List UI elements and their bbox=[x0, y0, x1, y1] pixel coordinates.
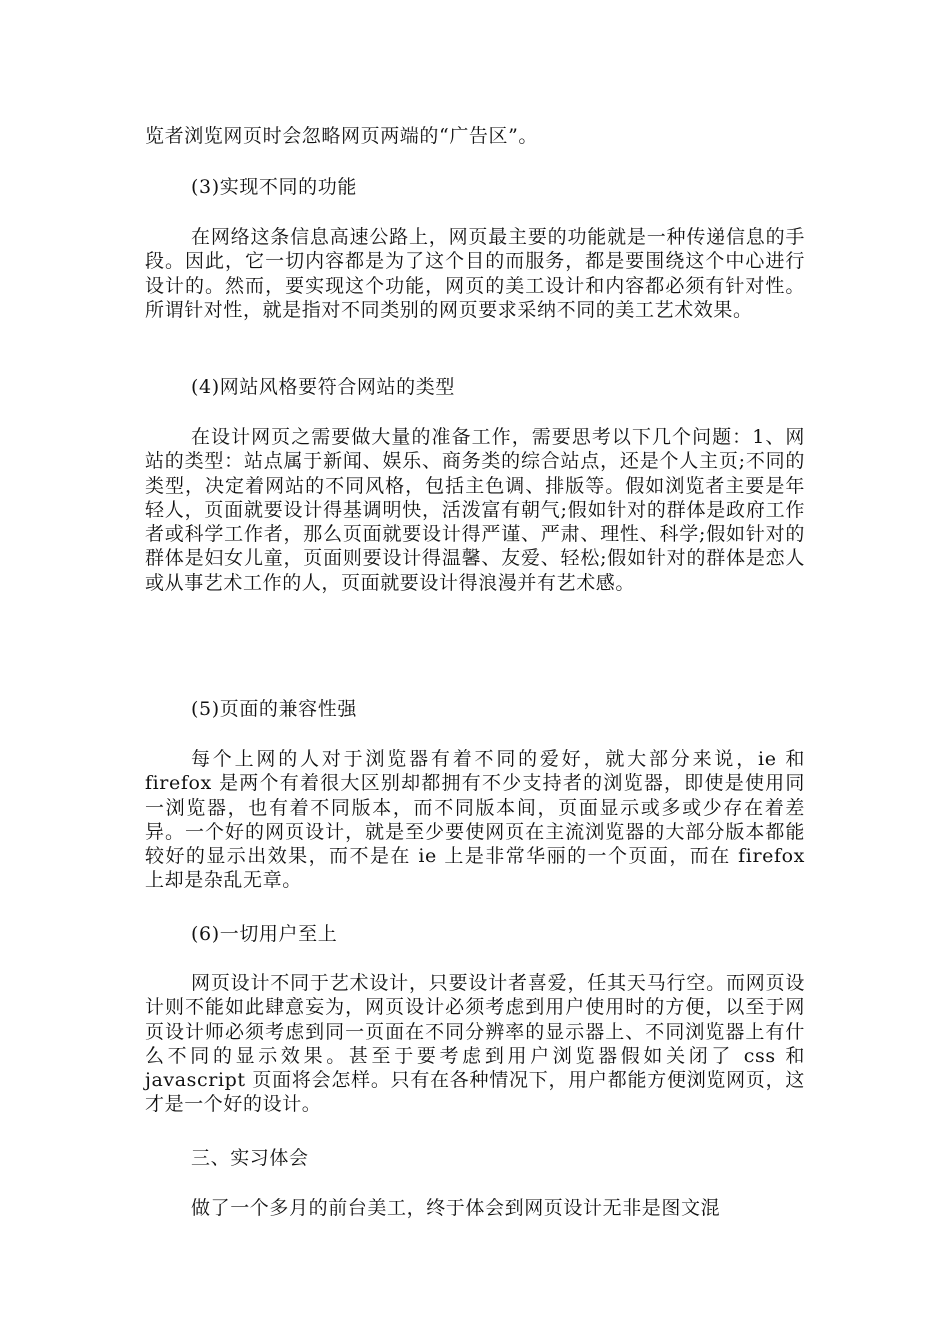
paragraph-5: 每个上网的人对于浏览器有着不同的爱好，就大部分来说，ie 和 firefox 是两个有着很大区别却都拥有不少支持者的浏览器，即使是使用同一浏览器，也有着不同版本，而不同版本间，页面显示或多或少存在着差异。一个好的网页设计，就是至少要使网页在主流浏览器的大部分版本都能较好的显示出效果，而不是在 ie 上是非常华丽的一个页面，而在 firefox 上却是杂乱无章。 bbox=[145, 748, 805, 892]
heading-6: (6)一切用户至上 bbox=[191, 923, 338, 945]
paragraph-4: 在设计网页之需要做大量的准备工作，需要思考以下几个问题：1、网站的类型：站点属于新闻、娱乐、商务类的综合站点，还是个人主页;不同的类型，决定着网站的不同风格，包括主色调、排版等。假如浏览者主要是年轻人，页面就要设计得基调明快，活泼富有朝气;假如针对的群体是政府工作者或科学工作者，那么页面就要设计得严谨、严肃、理性、科学;假如针对的群体是妇女儿童，页面则要设计得温馨、友爱、轻松;假如针对的群体是恋人或从事艺术工作的人，页面就要设计得浪漫并有艺术感。 bbox=[145, 426, 805, 594]
paragraph-3: 在网络这条信息高速公路上，网页最主要的功能就是一种传递信息的手段。因此，它一切内容都是为了这个目的而服务，都是要围绕这个中心进行设计的。然而，要实现这个功能，网页的美工设计和内容都必须有针对性。所谓针对性，就是指对不同类别的网页要求采纳不同的美工艺术效果。 bbox=[145, 226, 805, 321]
paragraph-continuation: 览者浏览网页时会忽略网页两端的“广告区”。 bbox=[145, 125, 539, 147]
paragraph-7: 做了一个多月的前台美工，终于体会到网页设计无非是图文混 bbox=[191, 1197, 721, 1219]
heading-5: (5)页面的兼容性强 bbox=[191, 698, 357, 720]
paragraph-6: 网页设计不同于艺术设计，只要设计者喜爱，任其天马行空。而网页设计则不能如此肆意妄为，网页设计必须考虑到用户使用时的方便，以至于网页设计师必须考虑到同一页面在不同分辨率的显示器上、不同浏览器上有什么不同的显示效果。甚至于要考虑到用户浏览器假如关闭了 css 和 javascript 页面将会怎样。只有在各种情况下，用户都能方便浏览网页，这才是一个好的设计。 bbox=[145, 972, 805, 1116]
heading-section-3: 三、实习体会 bbox=[191, 1147, 309, 1169]
heading-3: (3)实现不同的功能 bbox=[191, 176, 357, 198]
heading-4: (4)网站风格要符合网站的类型 bbox=[191, 376, 455, 398]
